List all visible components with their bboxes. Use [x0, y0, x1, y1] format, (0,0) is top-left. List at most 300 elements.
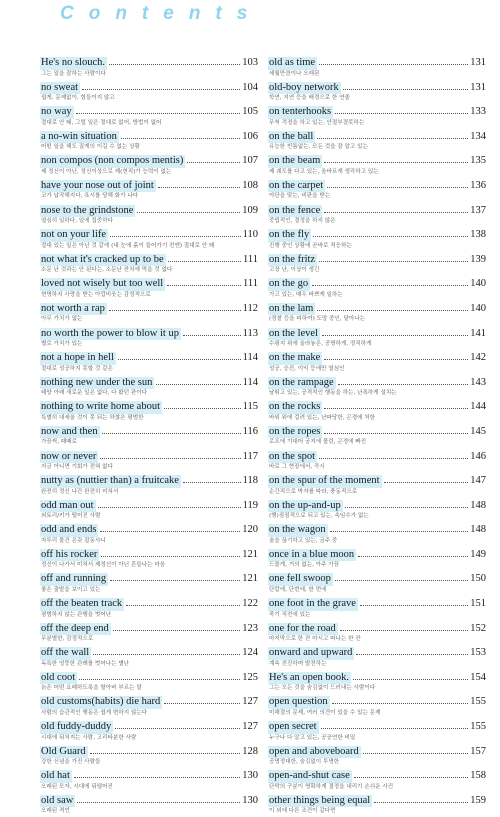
page-number: 118 [242, 475, 258, 487]
page-number: 130 [242, 794, 258, 806]
toc-entry-title: on the spot [269, 450, 316, 462]
toc-entry [40, 276, 258, 301]
toc-entry-title: other things being equal [269, 794, 371, 806]
toc-entry [40, 547, 258, 572]
toc-entry-translation: 가끔씩, 때때로 [41, 439, 77, 446]
toc-entry [268, 350, 486, 375]
dot-leader [332, 694, 469, 704]
dot-leader [313, 227, 468, 237]
dot-leader [317, 301, 468, 311]
toc-entry [268, 473, 486, 498]
toc-entry-title: on the lam [269, 302, 314, 314]
dot-leader [187, 153, 240, 163]
toc-entry-translation: 절대로 성공하지 못할 것 같은 [41, 365, 113, 372]
toc-entry-title: open-and-shut case [269, 770, 350, 782]
page-number: 114 [242, 376, 258, 388]
dot-leader [356, 645, 468, 655]
toc-entry-translation: 오래된 격언 [41, 808, 70, 815]
toc-entry-translation: 외토리/키가 떨어진 사람 [41, 513, 101, 520]
toc-entry [40, 449, 258, 474]
toc-entry-translation: 누구나 다 알고 있는, 공공연한 비밀 [269, 734, 356, 741]
dot-leader [324, 399, 468, 409]
toc-entry-translation: (경찰 등을 피하여) 도망 중인, 달아나는 [269, 316, 366, 323]
dot-leader [330, 522, 469, 532]
toc-entry-title: open and aboveboard [269, 745, 359, 757]
page-number: 159 [470, 794, 486, 806]
toc-entry-translation: 태양 아래 새로운 일은 없다, 다 봤던 판이다 [41, 390, 148, 397]
toc-entry [40, 399, 258, 424]
toc-entry-line [40, 449, 258, 464]
toc-entry-line [268, 375, 486, 390]
page-number: 148 [470, 524, 486, 536]
toc-entry-title: no way [41, 106, 72, 118]
page-number: 117 [242, 450, 258, 462]
toc-entry-title: odd man out [41, 499, 94, 511]
page-number: 131 [470, 81, 486, 93]
page-number: 145 [470, 425, 486, 437]
toc-entry-line [268, 424, 486, 439]
toc-entry-translation: 열심히 일하다, 일에 집중하다 [41, 218, 113, 225]
toc-entry-line [268, 153, 486, 168]
dot-leader [343, 80, 469, 90]
toc-entry-title: on the level [269, 327, 318, 339]
dot-leader [374, 793, 468, 803]
dot-leader [158, 178, 240, 188]
toc-entry-title: on tenterhooks [269, 106, 332, 118]
toc-entry-translation: 제 궤도를 다고 있는, 올바르게 생각하고 있는 [269, 168, 379, 175]
toc-entry-translation: 무척 걱정을 하고 있는, 안절부절못하는 [269, 119, 365, 126]
dot-leader [167, 276, 241, 286]
page-number: 133 [470, 106, 486, 118]
toc-entry-translation: 바위 위에 걸려 있는, 난파당한, 곤경에 처한 [269, 414, 376, 421]
toc-entry [268, 744, 486, 769]
toc-entry-translation: 자투리 물건 온갖 잡동사니 [41, 537, 106, 544]
toc-entry [268, 203, 486, 228]
toc-entry-title: old coot [41, 671, 76, 683]
toc-entry-line [268, 276, 486, 291]
page-number: 109 [242, 204, 258, 216]
toc-entry-line [268, 571, 486, 586]
toc-entry-title: off the beaten track [41, 598, 123, 610]
toc-entry [40, 498, 258, 523]
dot-leader [164, 694, 240, 704]
toc-entry-line [268, 203, 486, 218]
toc-entry-line [268, 744, 486, 759]
toc-entry-line [40, 670, 258, 685]
toc-entry [40, 178, 258, 203]
dot-leader [340, 621, 468, 631]
toc-entry-title: no sweat [41, 81, 79, 93]
dot-leader [77, 793, 240, 803]
page-number: 113 [242, 327, 258, 339]
toc-entry-title: on the fly [269, 229, 310, 241]
dot-leader [183, 326, 241, 336]
toc-entry-title: on the up-and-up [269, 499, 341, 511]
toc-entry-line [268, 670, 486, 685]
toc-entry-translation: 아무 가치가 없는 [41, 316, 83, 323]
toc-entry-translation: 단칼에, 단번에, 한 번에 [269, 586, 327, 593]
toc-entry-translation: 미해결의 문제, 여러 의견이 있을 수 있는 문제 [269, 709, 381, 716]
toc-entry-title: on the beam [269, 155, 321, 167]
toc-entry-line [40, 744, 258, 759]
toc-entry-line [40, 621, 258, 636]
toc-entry-line [40, 473, 258, 488]
dot-leader [121, 129, 240, 139]
page-number: 134 [470, 130, 486, 142]
page-number: 106 [242, 130, 258, 142]
page-number: 138 [470, 229, 486, 241]
toc-entry-translation: 그는 모든 것을 숨김없이 드러내는 사람이다 [269, 685, 376, 692]
toc-entry [268, 694, 486, 719]
dot-leader [100, 522, 240, 532]
toc-entry [268, 596, 486, 621]
toc-entry-translation: 날뛰고 있는, 공격적인 행동을 하는, 난폭하게 설치는 [269, 390, 397, 397]
dot-leader [109, 55, 240, 65]
toc-entry-line [268, 350, 486, 365]
toc-entry-translation: 쉽게, 문제없이, 힘들이지 않고 [41, 95, 115, 102]
toc-entry [40, 793, 258, 817]
dot-leader [110, 227, 241, 237]
dot-leader [168, 252, 241, 262]
toc-entry-title: on the fence [269, 204, 321, 216]
page-number: 143 [470, 376, 486, 388]
toc-entry-title: old saw [41, 794, 74, 806]
toc-entry-line [268, 80, 486, 95]
toc-entry-translation: 중립적인, 결정을 하지 않은 [269, 218, 336, 225]
page-number: 119 [242, 499, 258, 511]
toc-entry-title: a no-win situation [41, 130, 117, 142]
dot-leader [319, 55, 468, 65]
toc-entry-translation: 가고 있는, 매우 바쁘게 일하는 [269, 291, 343, 298]
toc-entry-title: old customs(habits) die hard [41, 696, 161, 708]
page-number: 137 [470, 204, 486, 216]
toc-entry [268, 129, 486, 154]
toc-entry-title: on the wagon [269, 524, 326, 536]
toc-entry-title: one foot in the grave [269, 598, 356, 610]
toc-entry-line [40, 252, 258, 267]
toc-entry [268, 793, 486, 817]
page-number: 128 [242, 745, 258, 757]
toc-entry-translation: 강한 신념을 가진 사람들 [41, 759, 101, 766]
toc-entry-translation: 드물게, 거의 없는, 아주 가끔 [269, 562, 340, 569]
page-number: 140 [470, 278, 486, 290]
toc-entry-line [268, 326, 486, 341]
toc-entry [268, 719, 486, 744]
dot-leader [363, 744, 468, 754]
toc-entry-line [268, 129, 486, 144]
contents-right-column [268, 55, 486, 817]
toc-entry [40, 744, 258, 769]
toc-entry-translation: 그는 일을 잘하는 사람이다 [41, 70, 106, 77]
toc-entry [268, 301, 486, 326]
toc-entry-line [268, 719, 486, 734]
toc-entry-translation: 독특한 엉뚱한 관례를 벗어나는 별난 [41, 660, 130, 667]
page-number: 154 [470, 671, 486, 683]
toc-entry-translation: 특별히 내세울 것이 못 되는 하찮은 평범한 [41, 414, 144, 421]
toc-entry-translation: 별로 가치가 있는 [41, 341, 83, 348]
toc-entry-title: Old Guard [41, 745, 86, 757]
page-number: 135 [470, 155, 486, 167]
toc-entry-line [40, 301, 258, 316]
toc-entry-line [268, 498, 486, 513]
toc-entry-translation: 정신이 나가서 미쳐서 제정신이 아닌 흔들나는 마음 [41, 562, 166, 569]
page-number: 114 [242, 352, 258, 364]
toc-entry-title: old fuddy-duddy [41, 721, 112, 733]
toc-entry [268, 276, 486, 301]
toc-entry-line [268, 645, 486, 660]
toc-entry-line [40, 571, 258, 586]
toc-entry [268, 399, 486, 424]
toc-entry-translation: 어떤 일을 해도 질게의 이길 수 없는 상황 [41, 144, 140, 151]
toc-entry-title: not a hope in hell [41, 352, 114, 364]
page-number: 122 [242, 598, 258, 610]
dot-leader [322, 326, 468, 336]
toc-entry-line [268, 522, 486, 537]
toc-entry-line [268, 449, 486, 464]
page-number: 141 [470, 327, 486, 339]
page-number: 139 [470, 253, 486, 265]
toc-entry [268, 547, 486, 572]
dot-leader [79, 670, 240, 680]
toc-entry-title: nothing to write home about [41, 401, 160, 413]
toc-entry [268, 252, 486, 277]
toc-entry [40, 153, 258, 178]
dot-leader [126, 596, 240, 606]
dot-leader [319, 449, 468, 459]
toc-entry-title: not what it's cracked up to be [41, 253, 164, 265]
page-number: 147 [470, 475, 486, 487]
toc-entry-translation: 무분별한, 감정적으로 [41, 636, 94, 643]
dot-leader [76, 104, 241, 114]
toc-entry [40, 645, 258, 670]
toc-entry [40, 522, 258, 547]
page-number: 148 [470, 499, 486, 511]
dot-leader [335, 571, 468, 581]
page-number: 146 [470, 450, 486, 462]
toc-entry-title: on the spur of the moment [269, 475, 380, 487]
dot-leader [137, 203, 240, 213]
toc-entry-title: nose to the grindstone [41, 204, 134, 216]
dot-leader [317, 129, 468, 139]
dot-leader [110, 571, 240, 581]
page-title: Contents [60, 3, 263, 24]
page-number: 121 [242, 548, 258, 560]
page-number: 120 [242, 524, 258, 536]
toc-entry-line [268, 227, 486, 242]
toc-entry-translation: 로프에 기대어 궁지에 몰린, 곤경에 빠진 [269, 439, 367, 446]
toc-entry-title: old-boy network [269, 81, 339, 93]
toc-entry-translation: 코가 납작해지다, 욕시를 당해 화가 나다 [41, 193, 139, 200]
toc-entry [40, 670, 258, 695]
toc-entry-title: on the rocks [269, 401, 321, 413]
page-number: 150 [470, 573, 486, 585]
dot-leader [98, 498, 241, 508]
dot-leader [324, 350, 468, 360]
toc-entry-title: have your nose out of joint [41, 179, 154, 191]
dot-leader [338, 375, 469, 385]
page-number: 158 [470, 770, 486, 782]
page-number: 153 [470, 647, 486, 659]
page-number: 149 [470, 548, 486, 560]
toc-entry-line [40, 153, 258, 168]
dot-leader [82, 80, 240, 90]
toc-entry-line [268, 55, 486, 70]
toc-entry-line [268, 399, 486, 414]
toc-entry [268, 104, 486, 129]
page-number: 140 [470, 302, 486, 314]
dot-leader [324, 203, 468, 213]
toc-entry-translation: 유능한 빈틈없는, 모든 것을 잘 알고 있는 [269, 144, 368, 151]
toc-entry-translation: 수평지 위에 올라놓은, 공명하게, 정직하게 [269, 341, 372, 348]
toc-entry [40, 326, 258, 351]
toc-entry-title: off and running [41, 573, 107, 585]
toc-entry [268, 645, 486, 670]
toc-entry [40, 55, 258, 80]
toc-entry-line [40, 719, 258, 734]
page-number: 157 [470, 745, 486, 757]
dot-leader [102, 424, 241, 434]
page-number: 127 [242, 696, 258, 708]
page-number: 142 [470, 352, 486, 364]
toc-entry-translation: 지금 아니면 기회가 전혀 없다 [41, 464, 113, 470]
toc-entry-line [268, 473, 486, 488]
toc-entry-title: on the make [269, 352, 321, 364]
toc-entry-title: now and then [41, 425, 98, 437]
page-number: 125 [242, 671, 258, 683]
toc-entry-title: open question [269, 696, 328, 708]
dot-leader [327, 178, 468, 188]
dot-leader [312, 276, 468, 286]
toc-entry [40, 129, 258, 154]
toc-entry-line [40, 645, 258, 660]
toc-entry-line [40, 55, 258, 70]
toc-entry-line [40, 399, 258, 414]
dot-leader [74, 768, 240, 778]
toc-entry-title: off the wall [41, 647, 90, 659]
toc-entry-title: non compos (non compos mentis) [41, 155, 184, 167]
page-number: 111 [243, 278, 258, 290]
toc-entry-translation: 사람의 습관적인 행동은 쉽게 변하지 않는다 [41, 709, 148, 716]
toc-entry-line [268, 178, 486, 193]
toc-entry-line [40, 203, 258, 218]
toc-entry-translation: 학연, 지연 등을 배경으로 한 연줄 [269, 95, 350, 102]
toc-entry-line [40, 498, 258, 513]
toc-entry-title: on the rampage [269, 376, 334, 388]
toc-entry-title: now or never [41, 450, 97, 462]
toc-entry [268, 227, 486, 252]
page-number: 112 [242, 302, 258, 314]
toc-entry [268, 498, 486, 523]
dot-leader [101, 547, 240, 557]
toc-entry [40, 768, 258, 793]
toc-entry-title: not worth a rap [41, 302, 105, 314]
toc-entry-translation: 평범하지 않는 관행을 벗어난 [41, 611, 112, 618]
toc-entry-line [40, 547, 258, 562]
dot-leader [319, 252, 468, 262]
toc-entry [40, 621, 258, 646]
toc-entry [40, 694, 258, 719]
toc-entry-line [268, 621, 486, 636]
page-number: 155 [470, 696, 486, 708]
toc-entry-translation: 야단을 맞는, 비판을 받는 [269, 193, 331, 200]
toc-entry [268, 326, 486, 351]
toc-entry-title: on the ropes [269, 425, 321, 437]
toc-entry [268, 424, 486, 449]
page-number: 105 [242, 106, 258, 118]
toc-entry-line [268, 301, 486, 316]
toc-entry-title: on the ball [269, 130, 314, 142]
toc-entry-translation: 마지막으로 한 잔 마시고 떠나는 한 잔 [269, 636, 361, 643]
toc-entry [40, 473, 258, 498]
toc-entry-line [268, 547, 486, 562]
toc-entry [40, 104, 258, 129]
toc-entry-translation: 바로 그 현장에서, 즉시 [269, 464, 325, 470]
page-number: 130 [242, 770, 258, 782]
toc-entry-translation: 세월만큼이나 오래된 [269, 70, 320, 77]
toc-entry [40, 375, 258, 400]
toc-entry-translation: 죽기 직전에 있는 [269, 611, 311, 618]
page-number: 152 [470, 622, 486, 634]
toc-entry-translation: 순간적으로 박자를 따라, 충동적으로 [269, 488, 358, 495]
dot-leader [345, 498, 469, 508]
toc-entry [40, 203, 258, 228]
toc-entry-line [40, 178, 258, 193]
toc-entry-line [40, 596, 258, 611]
dot-leader [360, 596, 468, 606]
toc-entry [268, 670, 486, 695]
dot-leader [183, 473, 241, 483]
dot-leader [115, 719, 240, 729]
toc-entry-line [40, 276, 258, 291]
toc-entry-translation: 성공, 승진, 이익 등에만 열심인 [269, 365, 345, 372]
toc-entry [268, 80, 486, 105]
toc-entry-translation: 오래된 모자, 시대에 뒤떨어진 [41, 783, 113, 790]
toc-entry-translation: 완전히 정신 나간 완전히 미쳐서 [41, 488, 119, 495]
toc-entry-translation: 절대로 안 돼, 그럴 일은 절대로 없어, 방법이 없어 [41, 119, 162, 126]
toc-entry-translation: 진행 중인 상황에 곧바로 적응하는 [269, 242, 352, 249]
page-number: 131 [470, 57, 486, 68]
toc-entry-line [40, 424, 258, 439]
toc-entry-translation: 시대에 뒤처지는 사람, 고리타분한 사람 [41, 734, 137, 741]
toc-entry [268, 55, 486, 80]
dot-leader [90, 744, 241, 754]
page-number: 155 [470, 721, 486, 733]
page-number: 108 [242, 179, 258, 191]
toc-entry-title: no worth the power to blow it up [41, 327, 179, 339]
toc-entry-title: on the fritz [269, 253, 316, 265]
toc-entry-translation: 소문 난 것과는 안 된다는, 소문난 잔치에 먹을 것 없다 [41, 267, 173, 274]
dot-leader [109, 301, 241, 311]
toc-entry-line [40, 227, 258, 242]
toc-entry-title: onward and upward [269, 647, 353, 659]
toc-entry-title: He's an open book. [269, 671, 350, 683]
dot-leader [335, 104, 468, 114]
page-number: 121 [242, 573, 258, 585]
dot-leader [164, 399, 241, 409]
page-number: 151 [470, 598, 486, 610]
toc-entry-title: open secret [269, 721, 317, 733]
toc-entry-line [40, 104, 258, 119]
page-number: 111 [243, 253, 258, 265]
toc-entry [268, 768, 486, 793]
dot-leader [324, 424, 468, 434]
toc-entry [40, 424, 258, 449]
toc-entry-line [40, 522, 258, 537]
toc-entry-line [268, 793, 486, 808]
toc-entry-translation: 현명하지 사랑을 받는 아깝비웃는 감정적으로 [41, 291, 151, 298]
toc-entry [268, 178, 486, 203]
toc-entry-translation: 단막의 구분이 명확하게 결정을 내리기 손쉬운 사건 [269, 783, 394, 790]
